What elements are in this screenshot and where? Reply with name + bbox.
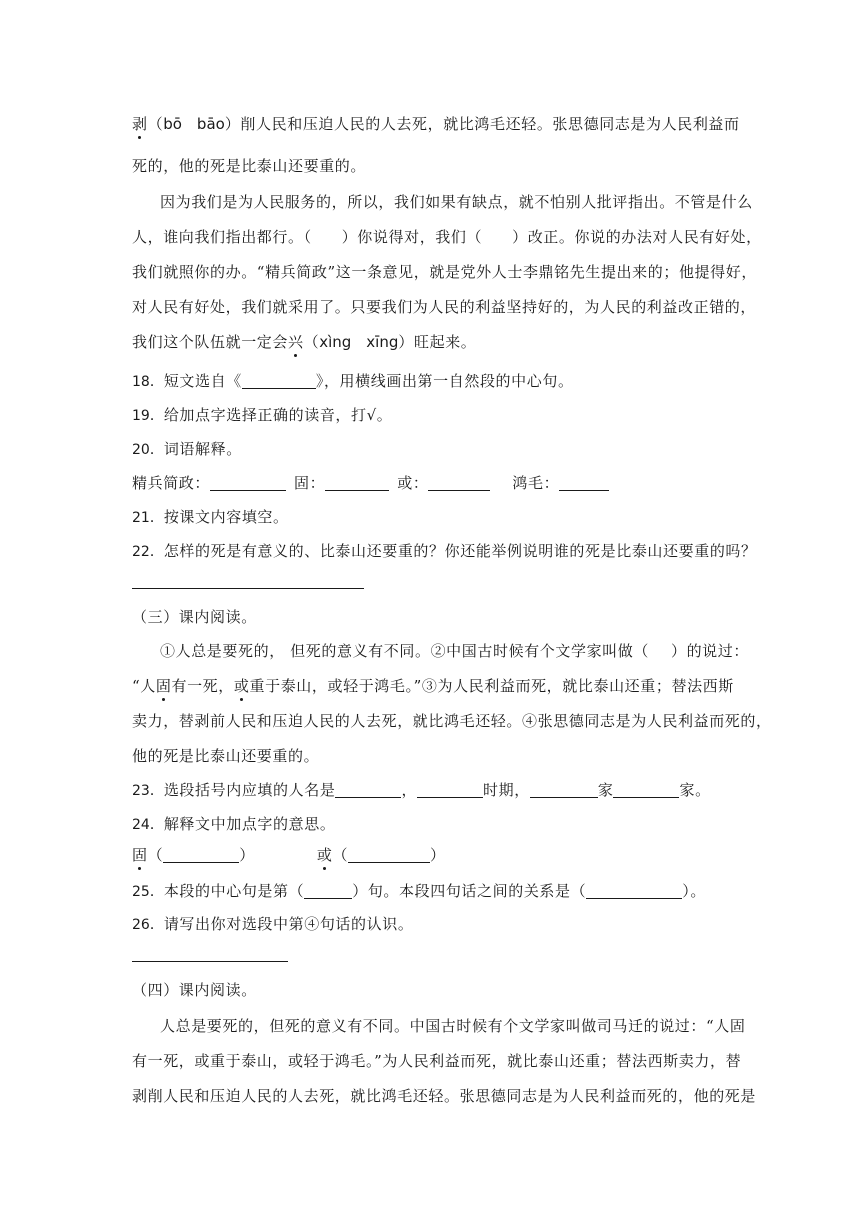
passage-line-7: 我们这个队伍就一定会兴（xìng xīng）旺起来。	[132, 333, 477, 351]
passage-line-3: 因为我们是为人民服务的，所以，我们如果有缺点，就不怕别人批评指出。不管是什么	[160, 193, 753, 211]
answer-blank[interactable]	[335, 781, 401, 798]
passage-line-4: 人，谁向我们指出都行。（ ）你说得对，我们（ ）改正。你说的办法对人民有好处，	[132, 228, 762, 246]
section-3-line-2: “人固有一死，或重于泰山，或轻于鸿毛。”③为人民利益而死，就比泰山还重；替法西斯	[132, 677, 734, 695]
answer-blank[interactable]	[163, 846, 239, 863]
passage-line-2: 死的，他的死是比泰山还要重的。	[132, 157, 367, 175]
dotted-char: 剥	[132, 115, 148, 133]
dotted-char: 或	[316, 846, 333, 864]
answer-blank[interactable]	[613, 781, 679, 798]
answer-line[interactable]	[132, 588, 364, 589]
answer-blank[interactable]	[348, 846, 430, 863]
question-20: 20．词语解释。	[132, 440, 242, 458]
answer-line[interactable]	[132, 961, 288, 962]
question-24-items: 固（ ） 或（ ）	[132, 846, 446, 864]
question-24: 24．解释文中加点字的意思。	[132, 815, 336, 833]
section-4-line-2: 有一死，或重于泰山，或轻于鸿毛。”为人民利益而死，就比泰山还重；替法西斯卖力，替	[132, 1052, 742, 1070]
question-25: 25．本段的中心句是第（ ）句。本段四句话之间的关系是（ ）。	[132, 882, 706, 900]
question-21: 21．按课文内容填空。	[132, 508, 289, 526]
question-23: 23．选段括号内应填的人名是 ， 时期， 家 家。	[132, 781, 711, 799]
section-3-title: （三）课内阅读。	[132, 608, 257, 626]
answer-blank[interactable]	[242, 372, 316, 389]
passage-line-5: 我们就照你的办。“精兵简政”这一条意见，就是党外人士李鼎铭先生提出来的；他提得好，	[132, 263, 757, 281]
answer-blank[interactable]	[304, 882, 352, 899]
question-22: 22．怎样的死是有意义的、比泰山还要重的？你还能举例说明谁的死是比泰山还要重的吗？	[132, 542, 757, 560]
pinyin-options[interactable]: xìng xīng	[319, 333, 399, 351]
section-3-line-1: ①人总是要死的， 但死的意义有不同。②中国古时候有个文学家叫做（ ）的说过：	[160, 642, 749, 660]
answer-blank[interactable]	[530, 781, 598, 798]
answer-blank[interactable]	[417, 781, 483, 798]
answer-blank[interactable]	[325, 474, 389, 491]
answer-blank[interactable]	[428, 474, 490, 491]
answer-blank[interactable]	[586, 882, 682, 899]
question-19: 19．给加点字选择正确的读音，打√。	[132, 406, 393, 424]
question-20-terms: 精兵简政： 固： 或： 鸿毛：	[132, 473, 732, 493]
passage-line-6: 对人民有好处，我们就采用了。只要我们为人民的利益坚持好的，为人民的利益改正错的，	[132, 298, 757, 316]
answer-blank[interactable]	[210, 474, 286, 491]
pinyin-options[interactable]: bō bāo	[163, 115, 225, 133]
dotted-char: 剥（	[132, 115, 164, 133]
dotted-char: 固	[155, 677, 172, 695]
section-3-line-4: 他的死是比泰山还要重的。	[132, 747, 320, 765]
section-4-line-1: 人总是要死的，但死的意义有不同。中国古时候有个文学家叫做司马迁的说过：“人固	[160, 1017, 746, 1035]
section-4-line-3: 剥削人民和压迫人民的人去死，就比鸿毛还轻。张思德同志是为人民利益而死的，他的死是	[132, 1087, 757, 1105]
section-3-line-3: 卖力，替剥前人民和压迫人民的人去死，就比鸿毛还轻。④张思德同志是为人民利益而死的，	[132, 712, 772, 730]
question-18: 18．短文选自《 》，用横线画出第一自然段的中心句。	[132, 372, 574, 390]
answer-blank[interactable]	[559, 474, 609, 491]
passage-line-1: 剥（bō bāo）削人民和压迫人民的人去死，就比鸿毛还轻。张思德同志是为人民利益而	[132, 115, 740, 133]
dotted-char: 或	[233, 677, 250, 695]
dotted-char: 兴	[288, 333, 304, 351]
question-26: 26．请写出你对选段中第④句话的认识。	[132, 915, 414, 933]
section-4-title: （四）课内阅读。	[132, 981, 257, 999]
dotted-char: 固	[132, 846, 148, 864]
